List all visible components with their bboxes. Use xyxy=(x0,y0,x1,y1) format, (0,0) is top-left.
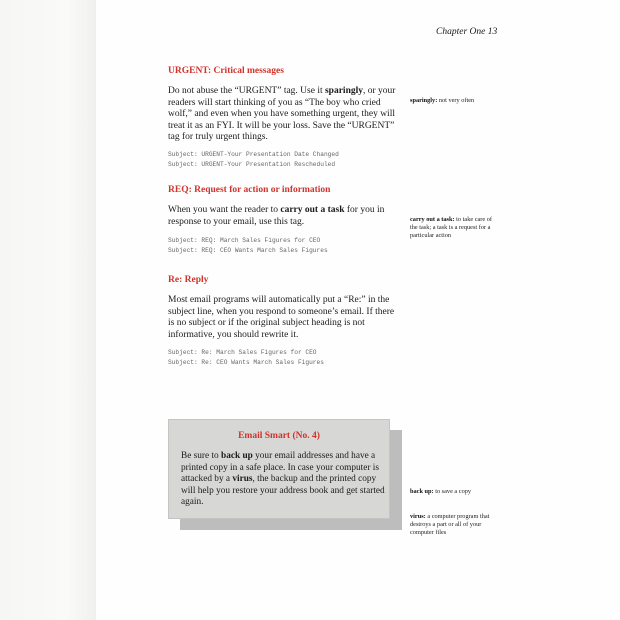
gloss-definition: a computer program that destroys a part or all of your computer files xyxy=(410,513,490,536)
text-run: Do not abuse the “URGENT” tag. Use it xyxy=(168,86,325,96)
example-subjects-urgent xyxy=(168,150,339,169)
gloss-virus xyxy=(410,513,500,537)
text-run: Be sure to xyxy=(181,451,222,461)
section-heading-urgent: URGENT: Critical messages xyxy=(168,66,284,76)
example-subjects-re xyxy=(168,348,324,367)
text-run: for you in response to your email, use this tag. xyxy=(168,205,385,227)
text-run: your email addresses and have a printed copy in a safe place. In case your computer is attacked by a xyxy=(181,451,379,484)
gloss-sparingly xyxy=(410,97,500,105)
section-heading-re: Re: Reply xyxy=(168,275,209,285)
gloss-term: virus: xyxy=(410,513,426,520)
section-paragraph-urgent xyxy=(168,86,398,144)
running-header: Chapter One 13 xyxy=(436,27,498,37)
bold-term: virus xyxy=(232,474,253,484)
bold-term: carry out a task xyxy=(280,205,345,215)
gloss-definition: to save a copy xyxy=(433,488,472,495)
example-subject-line: Subject: URGENT-Your Presentation Date Changed xyxy=(168,151,339,158)
page-gutter xyxy=(0,0,96,620)
text-run: , or your readers will start thinking of you as “The boy who cried wolf,” and even when you have something urgent, they will treat it as an FYI. It will be your loss. Save the “URGENT” tag for truly urgent things. xyxy=(168,86,396,142)
bold-term: sparingly xyxy=(324,86,363,96)
gloss-term: back up: xyxy=(410,488,434,495)
example-subject-line: Subject: URGENT-Your Presentation Rescheduled xyxy=(168,160,336,168)
gloss-definition: not very often xyxy=(437,97,475,104)
gloss-term: sparingly: xyxy=(410,97,438,104)
email-smart-box xyxy=(168,419,390,519)
section-paragraph-re xyxy=(168,295,398,341)
text-run: When you want the reader to xyxy=(168,205,281,215)
text-run: , the backup and the printed copy will help you restore your address book and get started again. xyxy=(181,474,385,507)
text-run: Most email programs will automatically put a “Re:” in the subject line, when you respond to someone’s email. If there is no subject or if the original subject heading is not informative, you should rewrite it. xyxy=(168,295,395,340)
bold-term: back up xyxy=(221,451,253,461)
section-paragraph-req xyxy=(168,205,398,228)
example-subjects-req xyxy=(168,236,328,255)
section-heading-req: REQ: Request for action or information xyxy=(168,185,331,195)
example-subject-line: Subject: REQ: CEO Wants March Sales Figures xyxy=(168,246,328,254)
gloss-definition: to take care of the task; a task is a request for a particular action xyxy=(410,216,493,239)
email-smart-text xyxy=(181,451,386,509)
example-subject-line: Subject: Re: March Sales Figures for CEO xyxy=(168,349,317,356)
example-subject-line: Subject: Re: CEO Wants March Sales Figures xyxy=(168,358,324,366)
gloss-carry-out-a-task xyxy=(410,216,500,240)
gloss-back-up xyxy=(410,488,500,496)
email-smart-title: Email Smart (No. 4) xyxy=(238,431,320,441)
gloss-term: carry out a task: xyxy=(410,216,455,223)
example-subject-line: Subject: REQ: March Sales Figures for CEO xyxy=(168,237,321,244)
